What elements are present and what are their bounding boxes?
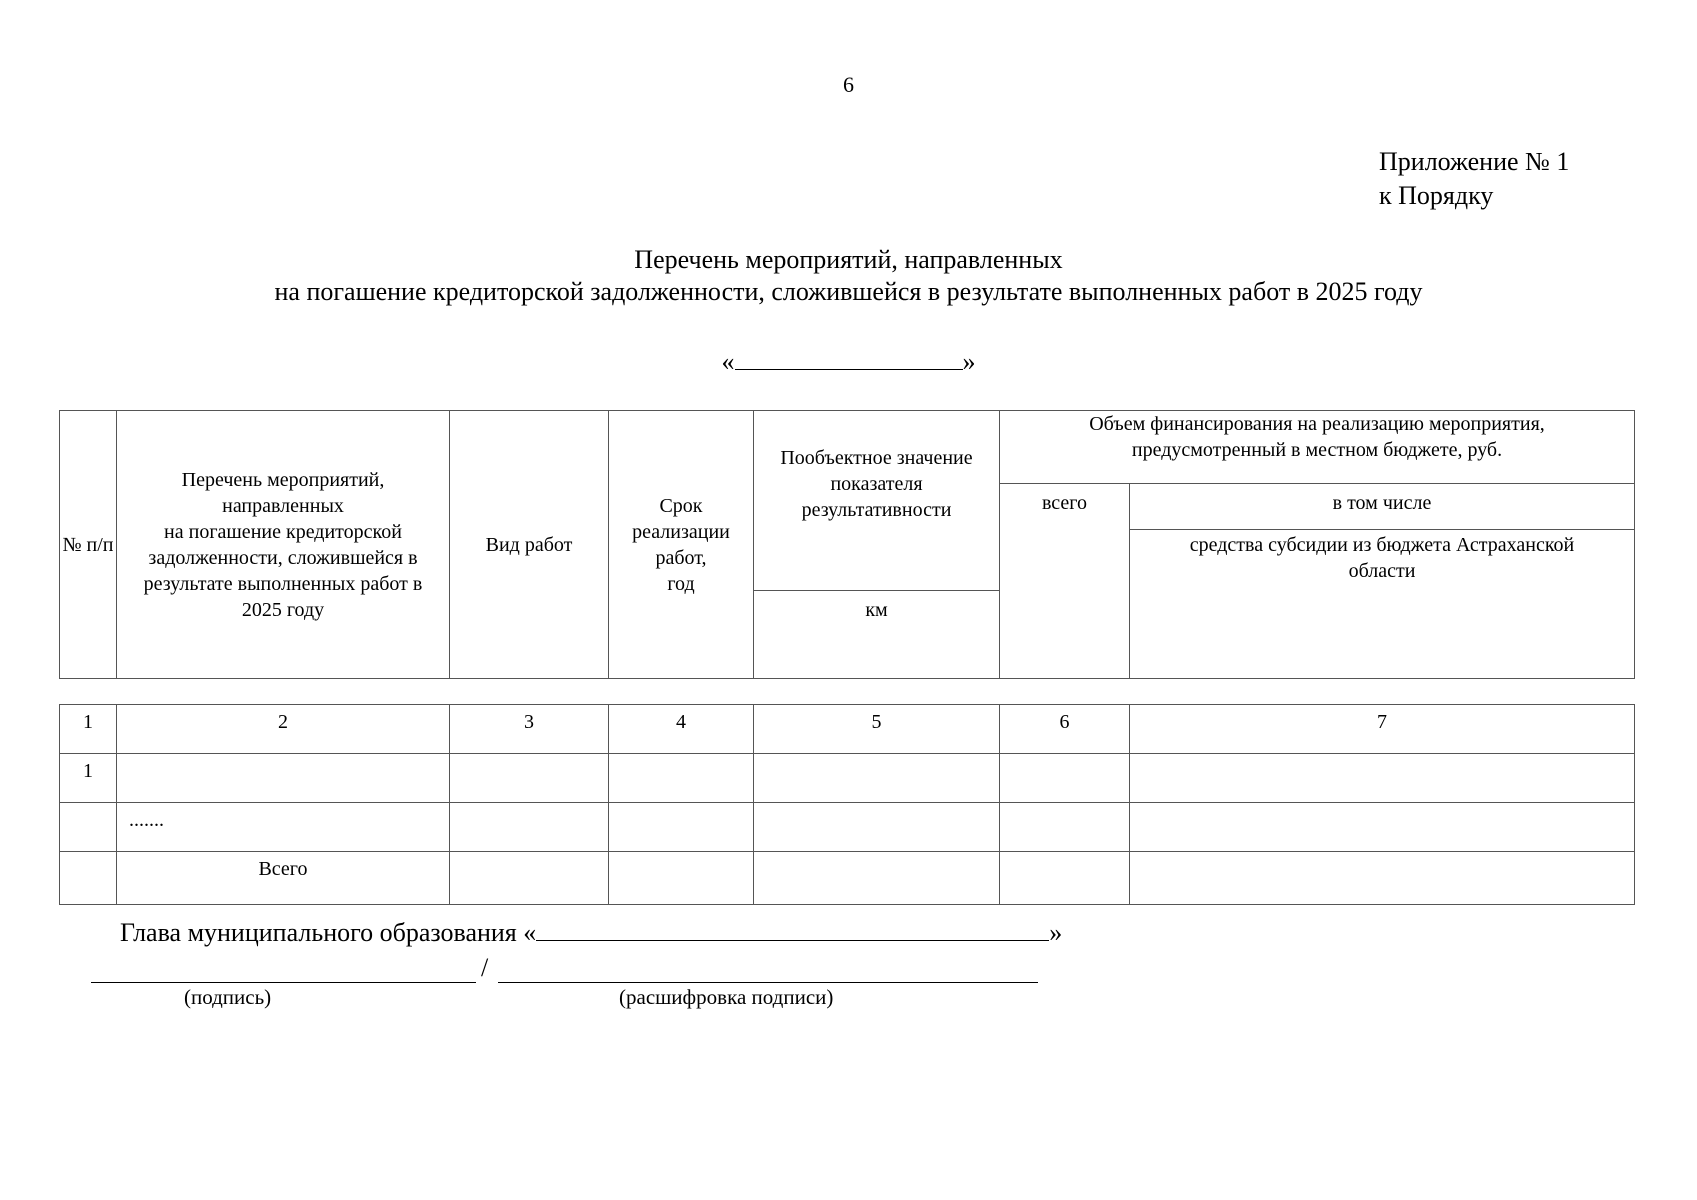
row-number: 1 bbox=[60, 754, 117, 803]
header-indicator-value: Пообъектное значение показателя результативности bbox=[754, 411, 1000, 591]
signature-caption: (подпись) bbox=[184, 985, 272, 1009]
total-row bbox=[60, 852, 1635, 905]
table-cell[interactable] bbox=[609, 754, 754, 803]
table-row bbox=[60, 803, 1635, 852]
column-number-3: 3 bbox=[450, 705, 609, 754]
table-cell[interactable] bbox=[117, 754, 450, 803]
title-line-1: Перечень мероприятий, направленных bbox=[634, 245, 1063, 274]
table-cell[interactable] bbox=[1000, 852, 1130, 905]
column-number-4: 4 bbox=[609, 705, 754, 754]
table-cell[interactable] bbox=[1130, 803, 1635, 852]
header-including: в том числе bbox=[1130, 484, 1635, 530]
signature-underline[interactable] bbox=[91, 982, 476, 983]
header-number: № п/п bbox=[60, 411, 117, 679]
municipality-name-field[interactable] bbox=[0, 347, 1697, 377]
appendix-reference bbox=[1379, 145, 1569, 213]
table-cell[interactable] bbox=[754, 803, 1000, 852]
page-number: 6 bbox=[843, 72, 854, 97]
document-title bbox=[0, 244, 1697, 308]
table-cell[interactable] bbox=[1000, 754, 1130, 803]
appendix-line-2: к Порядку bbox=[1379, 181, 1494, 210]
column-number-5: 5 bbox=[754, 705, 1000, 754]
header-subsidy-funds: средства субсидии из бюджета Астраханской области bbox=[1130, 530, 1635, 679]
total-label: Всего bbox=[117, 852, 450, 905]
table-cell[interactable] bbox=[1130, 754, 1635, 803]
header-implementation-period: Срок реализации работ, год bbox=[609, 411, 754, 679]
title-line-2: на погашение кредиторской задолженности, сложившейся в результате выполненных работ в 2025 году bbox=[274, 277, 1423, 306]
table-cell[interactable] bbox=[1000, 803, 1130, 852]
activities-body-table bbox=[59, 704, 1635, 905]
column-number-2: 2 bbox=[117, 705, 450, 754]
table-cell[interactable] bbox=[60, 803, 117, 852]
header-work-type: Вид работ bbox=[450, 411, 609, 679]
head-close-quote: » bbox=[1049, 918, 1063, 947]
column-number-1: 1 bbox=[60, 705, 117, 754]
ellipsis-cell: ....... bbox=[117, 803, 450, 852]
header-total: всего bbox=[1000, 484, 1130, 679]
header-activities-list: Перечень мероприятий, направленных на погашение кредиторской задолженности, сложившейся в результате выполненных работ в 2025 году bbox=[117, 411, 450, 679]
table-cell[interactable] bbox=[754, 754, 1000, 803]
table-cell[interactable] bbox=[450, 852, 609, 905]
decryption-underline[interactable] bbox=[498, 982, 1038, 983]
activities-header-table bbox=[59, 410, 1635, 679]
header-financing-volume: Объем финансирования на реализацию мероприятия, предусмотренный в местном бюджете, руб. bbox=[1000, 411, 1635, 484]
blank-underline[interactable] bbox=[735, 368, 963, 370]
column-numbers-row bbox=[60, 705, 1635, 754]
header-unit-km: км bbox=[754, 591, 1000, 679]
table-cell[interactable] bbox=[609, 852, 754, 905]
open-quote: « bbox=[721, 347, 735, 376]
table-cell[interactable] bbox=[1130, 852, 1635, 905]
table-cell[interactable] bbox=[609, 803, 754, 852]
head-label: Глава муниципального образования « bbox=[120, 918, 537, 947]
table-cell[interactable] bbox=[754, 852, 1000, 905]
table-row bbox=[60, 754, 1635, 803]
column-number-6: 6 bbox=[1000, 705, 1130, 754]
close-quote: » bbox=[962, 347, 976, 376]
column-number-7: 7 bbox=[1130, 705, 1635, 754]
table-cell[interactable] bbox=[450, 754, 609, 803]
table-cell bbox=[60, 852, 117, 905]
head-of-municipality-line bbox=[120, 918, 1062, 948]
signature-slash: / bbox=[481, 953, 489, 982]
municipality-blank[interactable] bbox=[536, 939, 1049, 941]
decryption-caption: (расшифровка подписи) bbox=[619, 985, 834, 1009]
appendix-line-1: Приложение № 1 bbox=[1379, 147, 1570, 176]
table-cell[interactable] bbox=[450, 803, 609, 852]
